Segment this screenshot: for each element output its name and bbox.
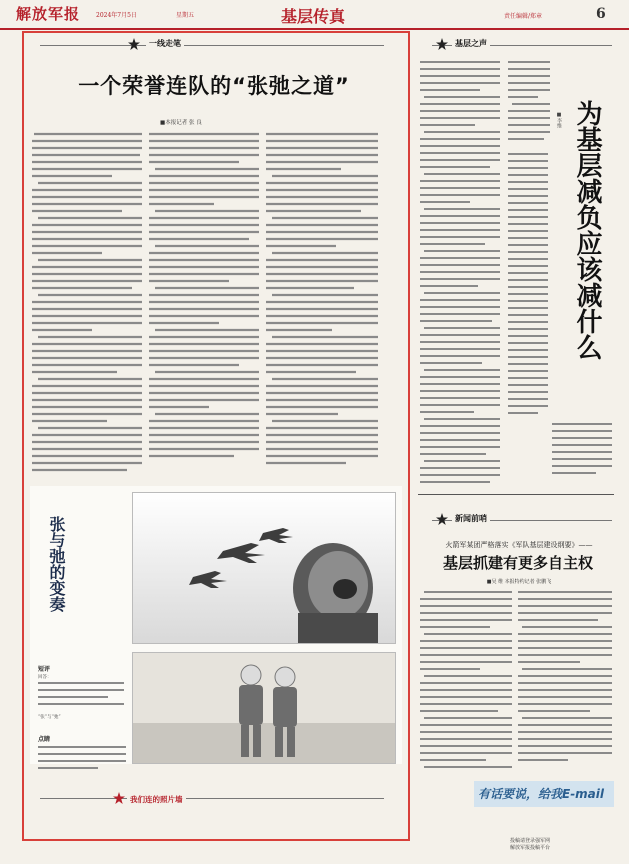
feature-column-1 <box>32 130 144 480</box>
body-text-lines <box>266 130 380 480</box>
feature-kicker: 一线走笔 <box>146 38 184 49</box>
note-text-lines <box>38 680 126 710</box>
bottom-tab-rule <box>40 798 384 799</box>
news-kicker: 新闻前哨 <box>452 513 490 524</box>
note-list <box>38 674 126 720</box>
star-icon <box>113 792 125 804</box>
feature-column-3 <box>266 130 380 480</box>
pilots-photo <box>132 652 396 764</box>
issue-date: 2024年7月5日 <box>96 12 137 19</box>
star-icon <box>436 513 448 525</box>
section-title: 基层传真 <box>280 7 345 26</box>
photo-title: 张与弛的变奏 <box>47 516 66 612</box>
pilots-photo-graphic <box>133 653 395 763</box>
note-item: “张”与“弛” <box>38 715 61 720</box>
voice-headline: 为基层减负应该减什么 <box>572 100 602 360</box>
news-byline: ■吴 维 本报特约记者 张鹏飞 <box>486 579 552 585</box>
feature-byline: ■本报记者 张 良 <box>160 120 202 126</box>
news-text-col-1 <box>420 588 514 774</box>
news-text-col-2 <box>518 588 614 774</box>
footer-line: 投稿请登录强军网 <box>510 838 551 844</box>
feature-headline: 一个荣誉连队的“张弛之道” <box>78 74 350 98</box>
body-text-lines <box>149 130 261 480</box>
footer-line: 解放军报投稿平台 <box>510 845 551 851</box>
jet-formation-photo <box>132 492 396 644</box>
issue-weekday: 星期五 <box>176 12 195 19</box>
star-icon <box>128 38 140 50</box>
star-icon <box>436 38 448 50</box>
body-text-lines <box>32 130 144 480</box>
editor-credit: 责任编辑/郑章 <box>504 13 543 20</box>
page-number: 6 <box>596 6 606 22</box>
jet-photo-graphic <box>133 493 395 643</box>
newspaper-logo: 解放军报 <box>16 5 81 23</box>
voice-kicker: 基层之声 <box>452 38 490 49</box>
note-item: 回答： <box>38 675 52 680</box>
remark-text-lines <box>38 744 128 776</box>
feature-column-2 <box>149 130 261 480</box>
submission-footer <box>510 838 550 852</box>
voice-author: ■李维 <box>556 112 562 128</box>
remark-label: 点睛 <box>38 736 51 743</box>
masthead <box>0 0 629 30</box>
kicker-rule <box>40 45 384 46</box>
news-subhead: 火箭军某团严格落实《军队基层建设纲要》—— <box>445 541 593 549</box>
note-label: 短评 <box>38 666 51 673</box>
voice-text-col-1 <box>420 58 502 488</box>
photo-wall-tab: 我们连的照片墙 <box>127 794 186 805</box>
voice-text-col-3 <box>552 420 614 490</box>
section-divider <box>418 494 614 495</box>
voice-text-col-2-top <box>508 58 552 148</box>
news-headline: 基层抓建有更多自主权 <box>442 554 593 572</box>
email-banner-text[interactable]: 有话要说，给我E-mail <box>478 787 605 801</box>
